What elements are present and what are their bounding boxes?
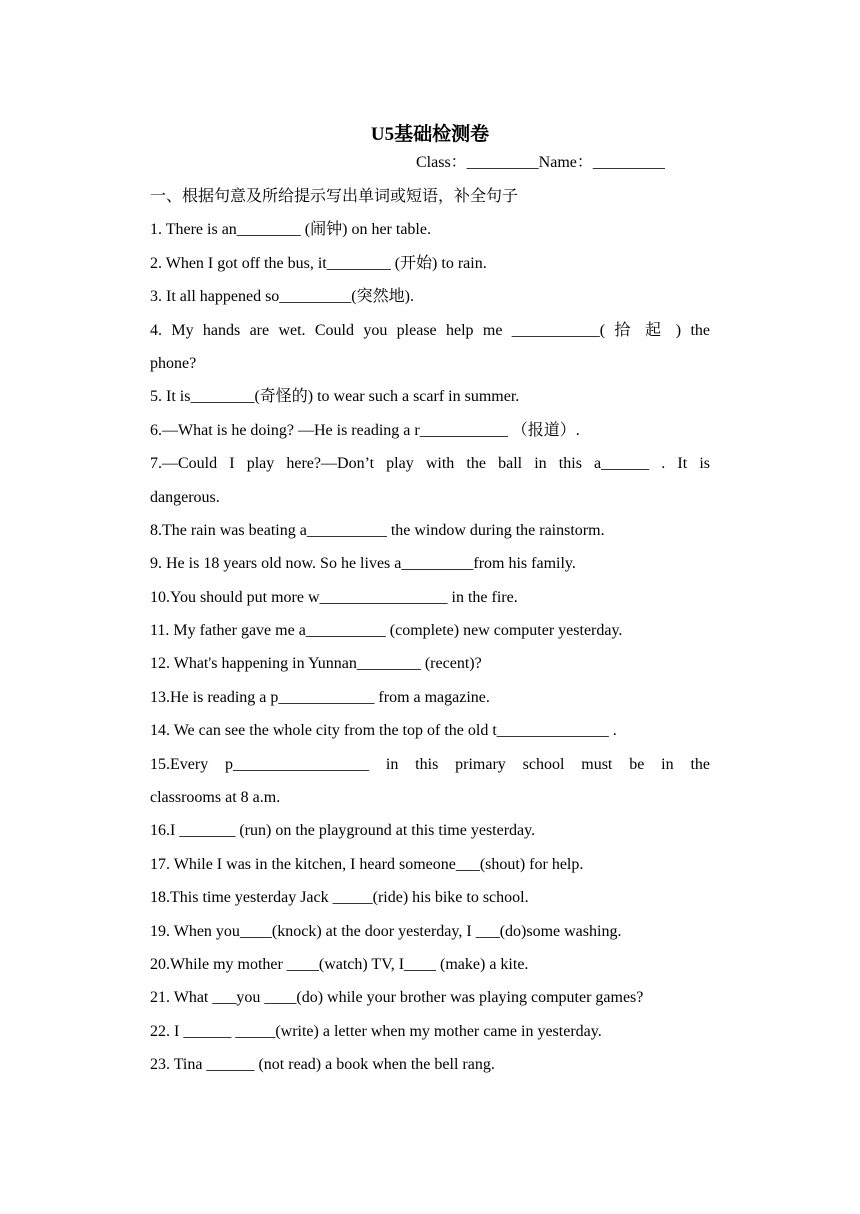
question-line: 1. There is an________ (闹钟) on her table. [150, 221, 431, 239]
question-line: 14. We can see the whole city from the top of the old t______________ . [150, 722, 617, 740]
question-line: 9. He is 18 years old now. So he lives a_________from his family. [150, 555, 576, 573]
question-line: 11. My father gave me a__________ (complete) new computer yesterday. [150, 622, 623, 640]
question-line: 5. It is________(奇怪的) to wear such a scarf in summer. [150, 388, 520, 406]
section-heading: 一、根据句意及所给提示写出单词或短语，补全句子 [150, 188, 519, 205]
question-line: 16.I _______ (run) on the playground at this time yesterday. [150, 822, 536, 840]
question-line: 8.The rain was beating a__________ the window during the rainstorm. [150, 521, 605, 539]
exercise-content [150, 180, 710, 1082]
question-line: 15.Every p_________________ in this primary school must be in the [150, 755, 710, 773]
question-line: 10.You should put more w________________ in the fire. [150, 588, 518, 606]
question-line: 18.This time yesterday Jack _____(ride) his bike to school. [150, 889, 529, 907]
question-line: 20.While my mother ____(watch) TV, I____ (make) a kite. [150, 955, 529, 973]
question-line: 7.—Could I play here?—Don’t play with the ball in this a______ . It is [150, 455, 710, 473]
class-name-line: Class：_________Name：_________ [416, 154, 665, 171]
question-line: 21. What ___you ____(do) while your brother was playing computer games? [150, 989, 644, 1007]
question-line: 22. I ______ _____(write) a letter when my mother came in yesterday. [150, 1022, 602, 1040]
question-line: 23. Tina ______ (not read) a book when the bell rang. [150, 1056, 495, 1074]
page-title: U5基础检测卷 [370, 124, 490, 145]
question-line-continuation: dangerous. [150, 488, 220, 506]
question-line: 13.He is reading a p____________ from a magazine. [150, 688, 490, 706]
question-line: 19. When you____(knock) at the door yesterday, I ___(do)some washing. [150, 922, 622, 940]
question-line: 2. When I got off the bus, it________ (开始) to rain. [150, 254, 487, 272]
question-line: 3. It all happened so_________(突然地). [150, 288, 414, 306]
question-line: 4. My hands are wet. Could you please help me ___________( 拾 起 ) the [150, 321, 710, 339]
question-line: 6.—What is he doing? —He is reading a r___________ （报道）. [150, 421, 580, 439]
question-line: 17. While I was in the kitchen, I heard someone___(shout) for help. [150, 855, 584, 873]
question-line-continuation: classrooms at 8 a.m. [150, 789, 281, 807]
question-line: 12. What's happening in Yunnan________ (recent)? [150, 655, 482, 673]
question-line-continuation: phone? [150, 354, 197, 372]
